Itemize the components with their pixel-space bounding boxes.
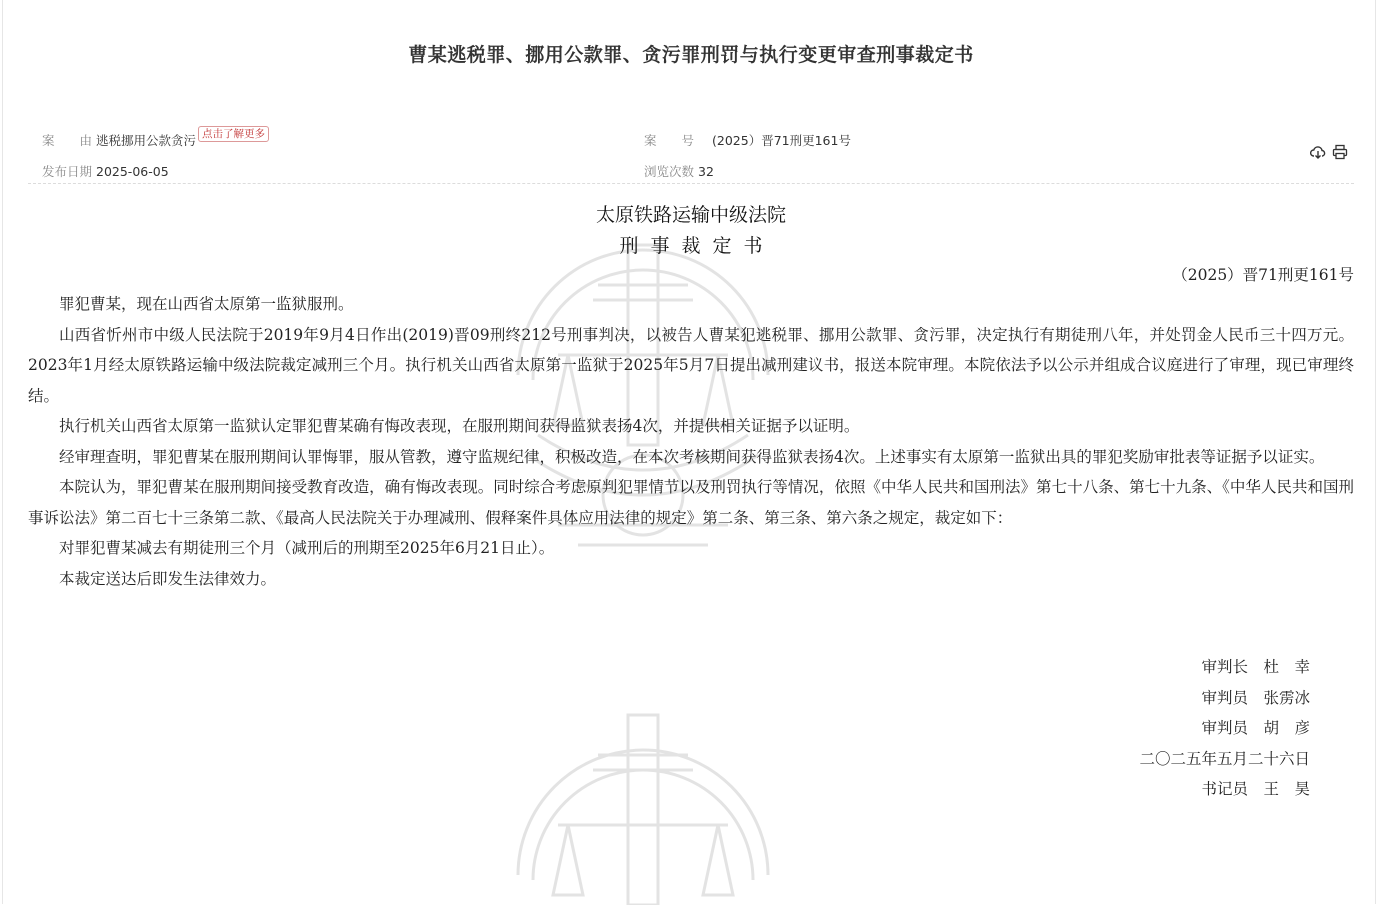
cause-value: 逃税挪用公款贪污 [96,133,197,148]
signature-line: 审判长 杜 幸 [1201,658,1310,676]
paragraph: 本裁定送达后即发生法律效力。 [59,569,277,588]
caseno-value: (2025）晋71刑更161号 [712,133,851,148]
document-kind: 刑事裁定书 [619,235,775,257]
date-label: 发布日期 [42,164,93,179]
page-title: 曹某逃税罪、挪用公款罪、贪污罪刑罚与执行变更审查刑事裁定书 [408,44,974,66]
caseno-label: 案 号 [644,133,695,148]
learn-more-link[interactable]: 点击了解更多 [198,126,269,142]
views-row [644,162,714,180]
views-value: 32 [698,164,714,179]
paragraph: 执行机关山西省太原第一监狱认定罪犯曹某确有悔改表现，在服刑期间获得监狱表扬4次，并提供相关证据予以证明。 [59,417,860,435]
court-emblem-watermark-2 [498,705,788,905]
date-value: 2025-06-05 [96,164,169,179]
cause-row [42,131,196,149]
paragraph: 山西省忻州市中级人民法院于2019年9月4日作出(2019)晋09刑终212号刑事判决，以被告人曹某犯逃税罪、挪用公款罪、贪污罪，决定执行有期徒刑八年，并处罚金人民币三十四万元。2023年1月经太原铁路运输中级法院裁定减刑三个月。执行机关山西省太原第一监狱于2025年5月7日提出减刑建议书，报送本院审理。本院依法予以公示并组成合议庭进行了审理，现已审理终结。 [28,325,1354,405]
toolbar [1310,144,1348,160]
paragraph: 本院认为，罪犯曹某在服刑期间接受教育改造，确有悔改表现。同时综合考虑原判犯罪情节以及刑罚执行等情况，依照《中华人民共和国刑法》第七十八条、第七十九条、《中华人民共和国刑事诉讼法》第二百七十三条第二款、《最高人民法院关于办理减刑、假释案件具体应用法律的规定》第二条、第三条、第六条之规定，裁定如下： [28,478,1354,527]
download-cloud-icon[interactable] [1310,144,1326,160]
paragraph: 对罪犯曹某减去有期徒刑三个月（减刑后的刑期至2025年6月21日止）。 [59,539,555,557]
court-name: 太原铁路运输中级法院 [595,204,786,226]
signature-block [1139,652,1310,805]
caseno-row [644,131,851,149]
divider [28,183,1354,184]
document-body [28,289,1354,594]
cause-label: 案 由 [42,133,93,148]
signature-line: 审判员 胡 彦 [1201,719,1310,737]
signature-date: 二〇二五年五月二十六日 [1139,749,1310,768]
document-case-number: （2025）晋71刑更161号 [1172,266,1354,284]
signature-line: 书记员 王 昊 [1201,780,1310,798]
date-row [42,162,169,180]
views-label: 浏览次数 [644,164,695,179]
paragraph: 经审理查明，罪犯曹某在服刑期间认罪悔罪，服从管教，遵守监规纪律，积极改造，在本次考核期间获得监狱表扬4次。上述事实有太原第一监狱出具的罪犯奖励审批表等证据予以证实。 [59,447,1325,466]
paragraph: 罪犯曹某，现在山西省太原第一监狱服刑。 [59,295,354,313]
signature-line: 审判员 张雳冰 [1201,688,1310,707]
printer-icon[interactable] [1332,144,1348,160]
